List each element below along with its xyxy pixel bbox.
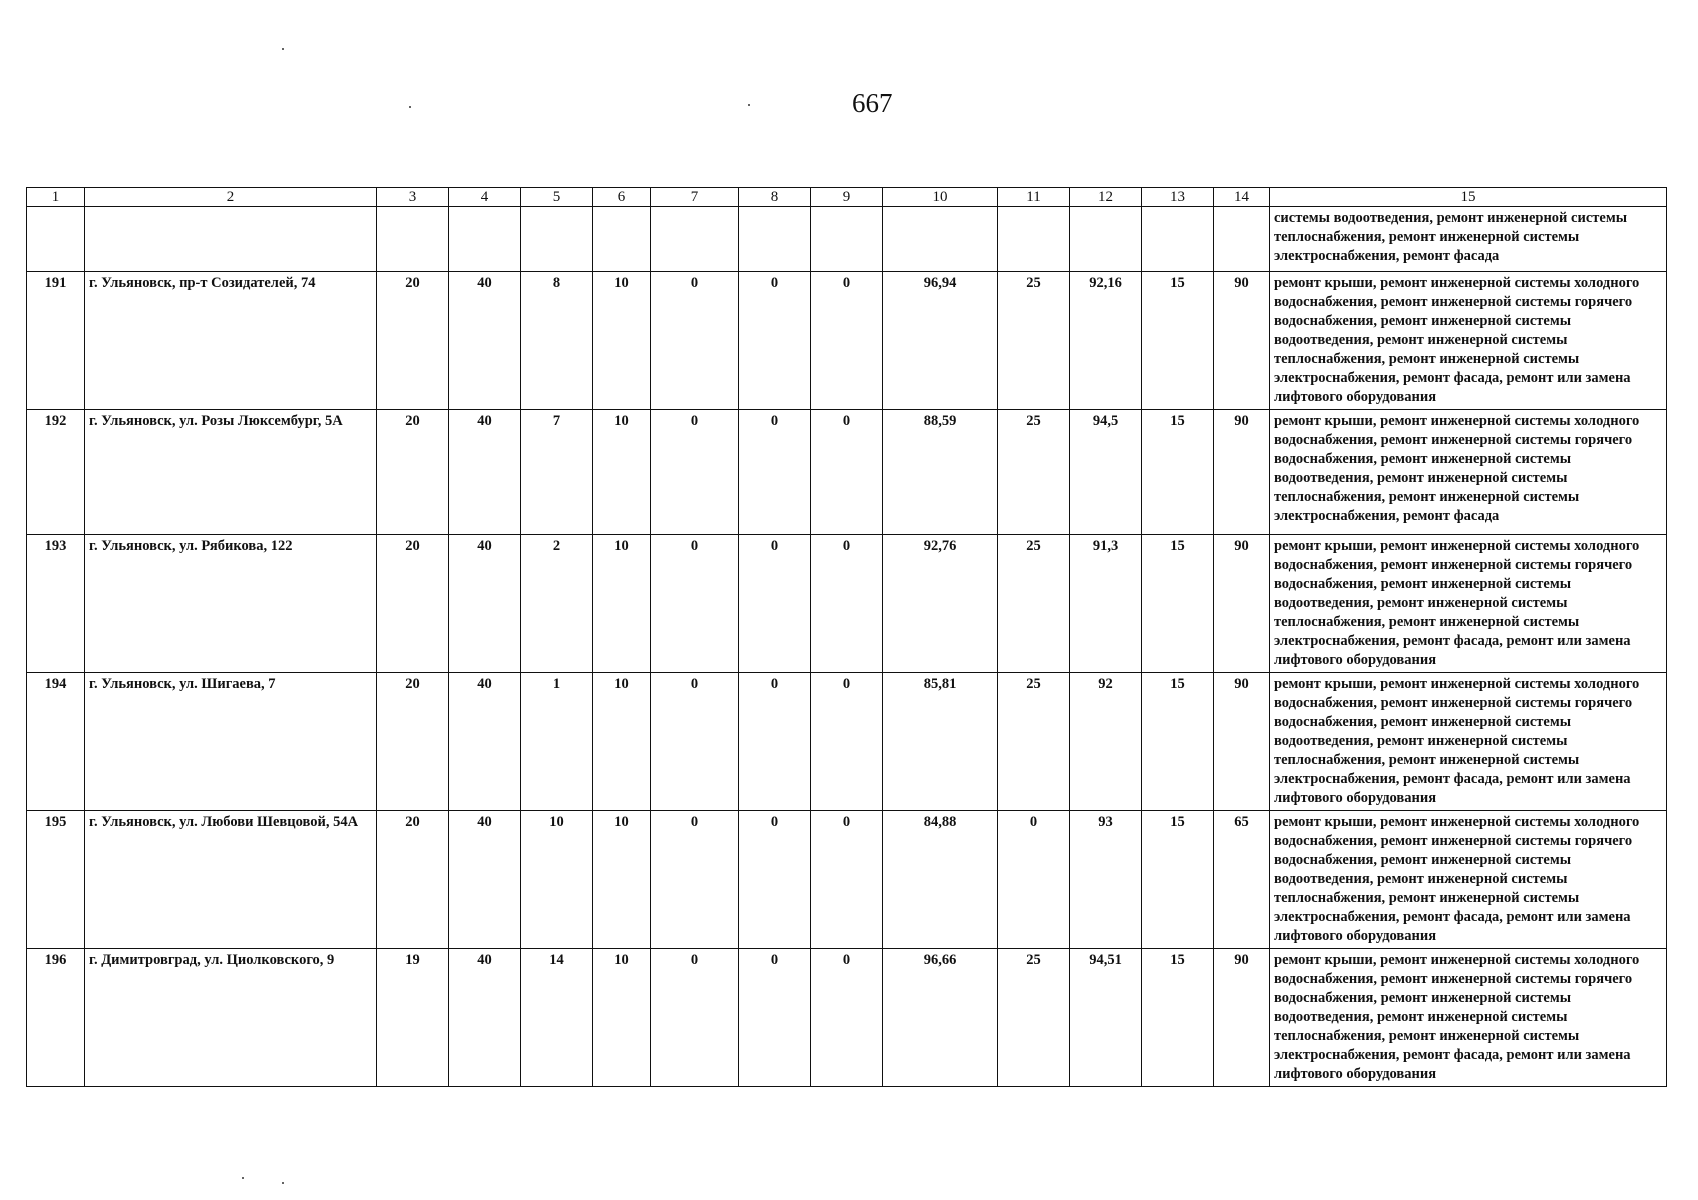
column-header-9: 9 [811,188,883,207]
value-cell: 25 [998,410,1070,535]
header-row [27,188,1667,207]
value-cell: 10 [593,272,651,410]
row-number-cell: 195 [27,811,85,949]
value-cell: 0 [651,272,739,410]
value-cell: 10 [593,811,651,949]
value-cell: 92,16 [1070,272,1142,410]
value-cell: 0 [811,410,883,535]
value-cell: 15 [1142,272,1214,410]
value-cell: 25 [998,272,1070,410]
value-cell: 0 [651,535,739,673]
value-cell: 90 [1214,949,1270,1087]
value-cell: 90 [1214,535,1270,673]
value-cell: 94,5 [1070,410,1142,535]
table-cell [1070,207,1142,272]
value-cell: 40 [449,272,521,410]
address-cell: г. Ульяновск, ул. Шигаева, 7 [85,673,377,811]
works-cell: ремонт крыши, ремонт инженерной системы холодного водоснабжения, ремонт инженерной системы горячего водоснабжения, ремонт инженерной системы водоотведения, ремонт инженерной системы теплоснабжения, ремонт инженерной системы электроснабжения, ремонт фасада, ремонт или замена лифтового оборудования [1270,535,1667,673]
column-header-3: 3 [377,188,449,207]
value-cell: 14 [521,949,593,1087]
address-cell: г. Ульяновск, пр-т Созидателей, 74 [85,272,377,410]
value-cell: 20 [377,811,449,949]
value-cell: 15 [1142,673,1214,811]
value-cell: 15 [1142,949,1214,1087]
row-number-cell: 192 [27,410,85,535]
value-cell: 0 [651,673,739,811]
value-cell: 91,3 [1070,535,1142,673]
value-cell: 0 [739,673,811,811]
value-cell: 90 [1214,272,1270,410]
column-header-1: 1 [27,188,85,207]
value-cell: 20 [377,410,449,535]
column-header-2: 2 [85,188,377,207]
table-cell [1214,207,1270,272]
table-cell [521,207,593,272]
value-cell: 10 [593,949,651,1087]
value-cell: 15 [1142,410,1214,535]
column-header-12: 12 [1070,188,1142,207]
value-cell: 25 [998,949,1070,1087]
value-cell: 2 [521,535,593,673]
value-cell: 0 [811,811,883,949]
value-cell: 93 [1070,811,1142,949]
value-cell: 20 [377,673,449,811]
address-cell: г. Ульяновск, ул. Розы Люксембург, 5А [85,410,377,535]
value-cell: 0 [651,949,739,1087]
table-row [27,535,1667,673]
value-cell: 40 [449,535,521,673]
page-number: 667 [852,88,893,118]
works-cell: ремонт крыши, ремонт инженерной системы холодного водоснабжения, ремонт инженерной системы горячего водоснабжения, ремонт инженерной системы водоотведения, ремонт инженерной системы теплоснабжения, ремонт инженерной системы электроснабжения, ремонт фасада, ремонт или замена лифтового оборудования [1270,272,1667,410]
value-cell: 40 [449,949,521,1087]
value-cell: 92,76 [883,535,998,673]
value-cell: 0 [739,272,811,410]
table-row [27,272,1667,410]
works-cell: ремонт крыши, ремонт инженерной системы холодного водоснабжения, ремонт инженерной системы горячего водоснабжения, ремонт инженерной системы водоотведения, ремонт инженерной системы теплоснабжения, ремонт инженерной системы электроснабжения, ремонт фасада, ремонт или замена лифтового оборудования [1270,811,1667,949]
column-header-14: 14 [1214,188,1270,207]
value-cell: 92 [1070,673,1142,811]
value-cell: 15 [1142,811,1214,949]
value-cell: 15 [1142,535,1214,673]
scan-speck [409,106,411,108]
table-row [27,673,1667,811]
row-number-cell: 196 [27,949,85,1087]
value-cell: 0 [811,673,883,811]
row-number-cell: 191 [27,272,85,410]
table-row [27,410,1667,535]
column-header-10: 10 [883,188,998,207]
column-header-6: 6 [593,188,651,207]
works-cell: системы водоотведения, ремонт инженерной системы теплоснабжения, ремонт инженерной системы электроснабжения, ремонт фасада [1270,207,1667,272]
value-cell: 40 [449,410,521,535]
value-cell: 0 [739,535,811,673]
register-table [26,187,1667,1087]
address-cell: г. Ульяновск, ул. Любови Шевцовой, 54А [85,811,377,949]
value-cell: 0 [811,272,883,410]
works-cell: ремонт крыши, ремонт инженерной системы холодного водоснабжения, ремонт инженерной системы горячего водоснабжения, ремонт инженерной системы водоотведения, ремонт инженерной системы теплоснабжения, ремонт инженерной системы электроснабжения, ремонт фасада, ремонт или замена лифтового оборудования [1270,673,1667,811]
row-number-cell: 194 [27,673,85,811]
column-header-8: 8 [739,188,811,207]
value-cell: 0 [739,811,811,949]
table-cell [651,207,739,272]
value-cell: 90 [1214,410,1270,535]
table-body [27,207,1667,1087]
table-cell [377,207,449,272]
value-cell: 10 [593,410,651,535]
value-cell: 40 [449,811,521,949]
value-cell: 10 [593,673,651,811]
table-cell [85,207,377,272]
scan-speck [242,1177,244,1179]
works-cell: ремонт крыши, ремонт инженерной системы холодного водоснабжения, ремонт инженерной системы горячего водоснабжения, ремонт инженерной системы водоотведения, ремонт инженерной системы теплоснабжения, ремонт инженерной системы электроснабжения, ремонт фасада, ремонт или замена лифтового оборудования [1270,949,1667,1087]
value-cell: 25 [998,673,1070,811]
table-row [27,949,1667,1087]
value-cell: 88,59 [883,410,998,535]
table-cell [998,207,1070,272]
works-cell: ремонт крыши, ремонт инженерной системы холодного водоснабжения, ремонт инженерной системы горячего водоснабжения, ремонт инженерной системы водоотведения, ремонт инженерной системы теплоснабжения, ремонт инженерной системы электроснабжения, ремонт фасада [1270,410,1667,535]
scan-speck [748,104,750,106]
value-cell: 1 [521,673,593,811]
row-number-cell: 193 [27,535,85,673]
value-cell: 0 [739,410,811,535]
value-cell: 0 [651,410,739,535]
value-cell: 10 [521,811,593,949]
value-cell: 8 [521,272,593,410]
value-cell: 20 [377,272,449,410]
value-cell: 20 [377,535,449,673]
value-cell: 10 [593,535,651,673]
table-cell [883,207,998,272]
table-row [27,811,1667,949]
value-cell: 0 [651,811,739,949]
register-table-wrapper [26,187,1666,1087]
value-cell: 0 [998,811,1070,949]
continuation-row [27,207,1667,272]
column-header-15: 15 [1270,188,1667,207]
column-header-7: 7 [651,188,739,207]
table-cell [593,207,651,272]
value-cell: 0 [739,949,811,1087]
value-cell: 65 [1214,811,1270,949]
column-header-5: 5 [521,188,593,207]
table-cell [1142,207,1214,272]
value-cell: 94,51 [1070,949,1142,1087]
scan-speck [282,48,284,50]
value-cell: 0 [811,949,883,1087]
value-cell: 96,94 [883,272,998,410]
value-cell: 84,88 [883,811,998,949]
table-cell [811,207,883,272]
value-cell: 7 [521,410,593,535]
address-cell: г. Димитровград, ул. Циолковского, 9 [85,949,377,1087]
value-cell: 0 [811,535,883,673]
table-cell [449,207,521,272]
value-cell: 96,66 [883,949,998,1087]
address-cell: г. Ульяновск, ул. Рябикова, 122 [85,535,377,673]
column-header-11: 11 [998,188,1070,207]
value-cell: 40 [449,673,521,811]
value-cell: 25 [998,535,1070,673]
value-cell: 90 [1214,673,1270,811]
scan-speck [282,1182,284,1184]
table-cell [27,207,85,272]
column-header-4: 4 [449,188,521,207]
value-cell: 85,81 [883,673,998,811]
value-cell: 19 [377,949,449,1087]
column-header-13: 13 [1142,188,1214,207]
table-cell [739,207,811,272]
